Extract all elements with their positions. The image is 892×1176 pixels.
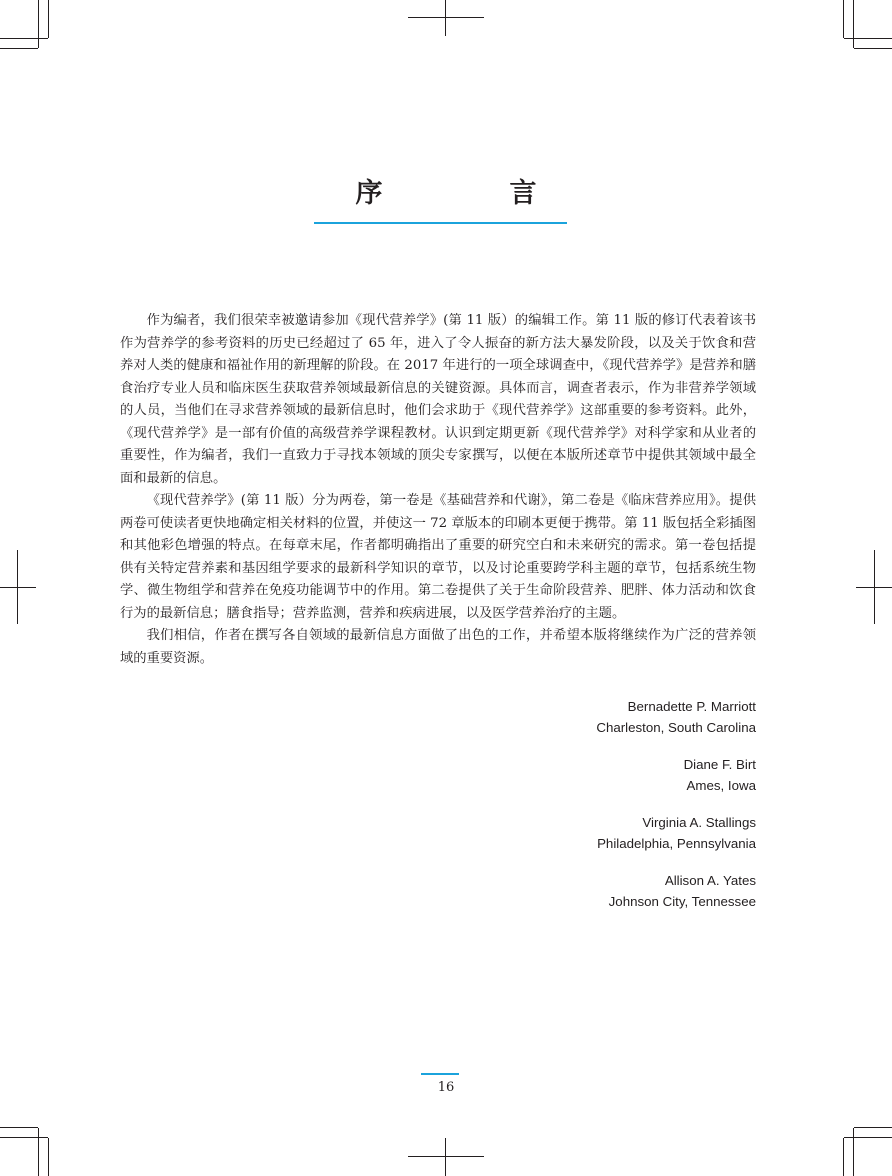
editor-name: Allison A. Yates — [664, 873, 756, 888]
signature-block — [596, 754, 756, 796]
editor-location: Philadelphia, Pennsylvania — [597, 836, 756, 851]
title-underline — [314, 222, 567, 224]
editor-name: Virginia A. Stallings — [642, 815, 756, 830]
preface-body — [120, 310, 756, 670]
editor-location: Johnson City, Tennessee — [608, 894, 756, 909]
page-number: 16 — [437, 1080, 455, 1095]
editor-location: Charleston, South Carolina — [596, 720, 756, 735]
editor-location: Ames, Iowa — [686, 778, 756, 793]
editor-name: Bernadette P. Marriott — [627, 699, 756, 714]
signature-block — [596, 870, 756, 912]
paragraph: 作为编者，我们很荣幸被邀请参加《现代营养学》(第 11 版）的编辑工作。第 11 版的修订代表着该书作为营养学的参考资料的历史已经超过了 65 年，进入了令人振奋的新方法大暴发阶段，以及关于饮食和营养对人类的健康和福祉作用的新理解的阶段。在 2017 年进行的一项全球调查中，《现代营养学》是营养和膳食治疗专业人员和临床医生获取营养领域最新信息的关键资源。具体而言，调查者表示，作为非营养学领域的人员，当他们在寻求营养领域的最新信息时，他们会求助于《现代营养学》这部重要的参考资料。此外，《现代营养学》是一部有价值的高级营养学课程教材。认识到定期更新《现代营养学》对科学家和从业者的重要性，作为编者，我们一直致力于寻找本领域的顶尖专家撰写，以便在本版所述章节中提供其领域中最全面和最新的信息。 — [120, 313, 756, 486]
editor-signatures — [596, 696, 756, 928]
signature-block — [596, 812, 756, 854]
signature-block — [596, 696, 756, 738]
page-number-rule — [421, 1073, 459, 1075]
editor-name: Diane F. Birt — [683, 757, 756, 772]
page-title: 序 言 — [355, 178, 587, 209]
paragraph: 《现代营养学》(第 11 版）分为两卷，第一卷是《基础营养和代谢》，第二卷是《临床营养应用》。提供两卷可使读者更快地确定相关材料的位置，并使这一 72 章版本的印刷本更便于携带。第 11 版包括全彩插图和其他彩色增强的特点。在每章末尾，作者都明确指出了重要的研究空白和未来研究的需求。第一卷包括提供有关特定营养素和基因组学要求的最新科学知识的章节，以及讨论重要跨学科主题的章节，包括系统生物学、微生物组学和营养在免疫功能调节中的作用。第二卷提供了关于生命阶段营养、肥胖、体力活动和饮食行为的最新信息；膳食指导；营养监测，营养和疾病进展，以及医学营养治疗的主题。 — [120, 493, 756, 621]
paragraph: 我们相信，作者在撰写各自领域的最新信息方面做了出色的工作，并希望本版将继续作为广泛的营养领域的重要资源。 — [120, 628, 756, 666]
